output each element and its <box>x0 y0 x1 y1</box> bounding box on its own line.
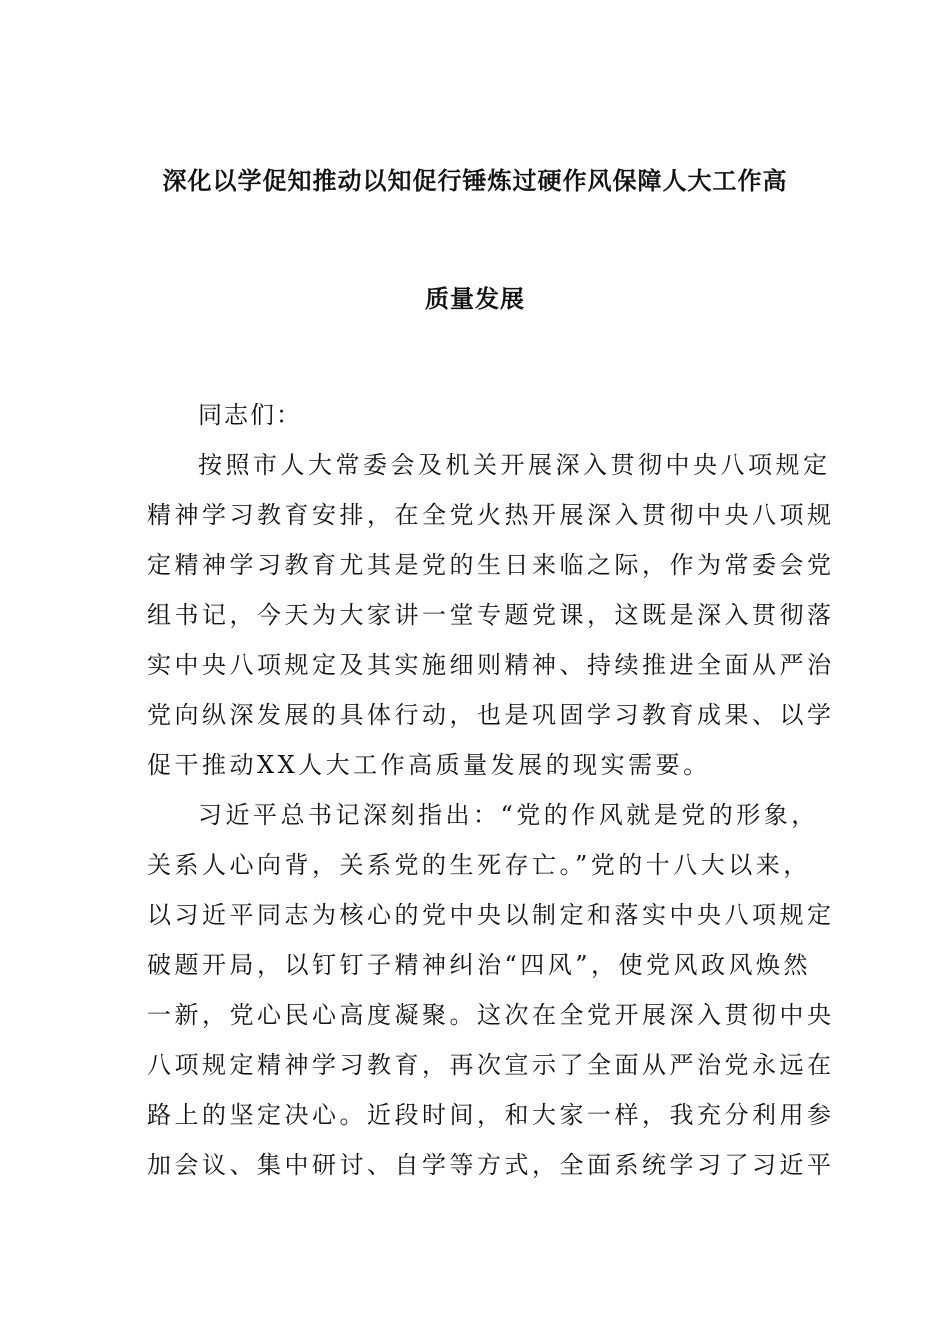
salutation: 同志们： <box>198 401 302 429</box>
paragraph-2-line: 破题开局，以钉钉子精神纠治“四风”，使党风政风焕然 <box>147 951 812 979</box>
paragraph-2-line: 以习近平同志为核心的党中央以制定和落实中央八项规定 <box>147 901 835 929</box>
paragraph-1-line: 党向纵深发展的具体行动，也是巩固学习教育成果、以学 <box>147 701 835 729</box>
paragraph-1-line: 促干推动XX人大工作高质量发展的现实需要。 <box>147 751 711 779</box>
paragraph-2-line: 加会议、集中研讨、自学等方式，全面系统学习了习近平 <box>147 1151 835 1179</box>
paragraph-1-line: 按照市人大常委会及机关开展深入贯彻中央八项规定 <box>198 451 831 479</box>
paragraph-2-line: 关系人心向背，关系党的生死存亡。”党的十八大以来， <box>147 851 811 879</box>
paragraph-1-line: 定精神学习教育尤其是党的生日来临之际，作为常委会党 <box>147 551 835 579</box>
paragraph-1-line: 精神学习教育安排，在全党火热开展深入贯彻中央八项规 <box>147 501 835 529</box>
paragraph-2-line: 一新，党心民心高度凝聚。这次在全党开展深入贯彻中央 <box>147 1001 835 1029</box>
paragraph-1-line: 实中央八项规定及其实施细则精神、持续推进全面从严治 <box>147 651 835 679</box>
paragraph-2-line: 路上的坚定决心。近段时间，和大家一样，我充分利用参 <box>147 1101 835 1129</box>
paragraph-1-line: 组书记，今天为大家讲一堂专题党课，这既是深入贯彻落 <box>147 601 835 629</box>
document-title-line-1: 深化以学促知推动以知促行锤炼过硬作风保障人大工作高 <box>162 167 788 195</box>
paragraph-2-line: 习近平总书记深刻指出：“党的作风就是党的形象， <box>198 801 819 829</box>
paragraph-2-line: 八项规定精神学习教育，再次宣示了全面从严治党永远在 <box>147 1051 835 1079</box>
document-title-line-2: 质量发展 <box>425 285 525 313</box>
